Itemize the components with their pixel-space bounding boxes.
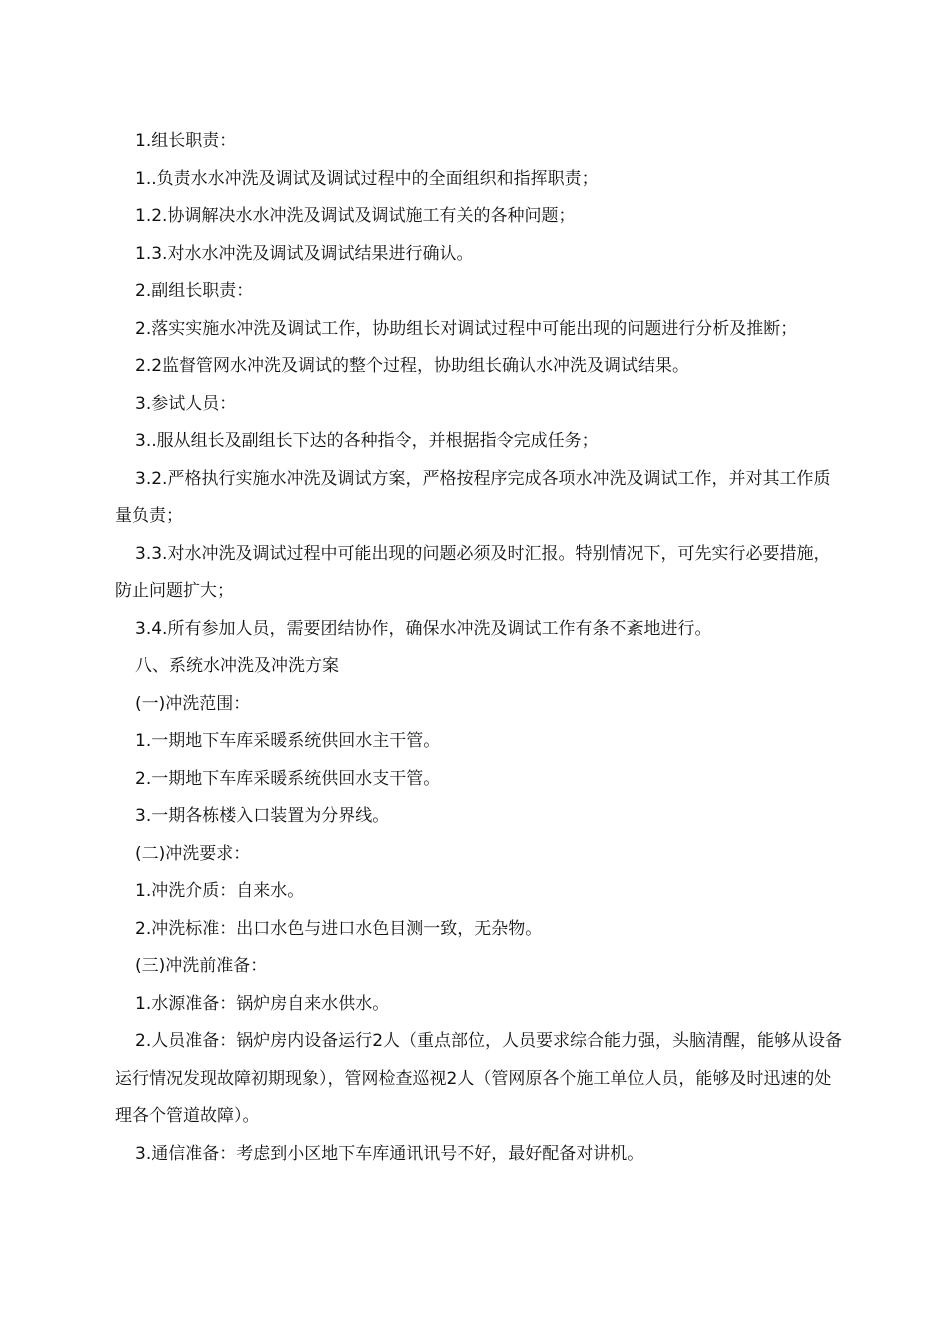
paragraph-leader-duty-2: 1.2.协调解决水水冲洗及调试及调试施工有关的各种问题； <box>135 206 576 226</box>
paragraph-requirement-2: 2.冲洗标准：出口水色与进口水色目测一致，无杂物。 <box>135 918 543 939</box>
paragraph-preparation-2: 2.人员准备：锅炉房内设备运行2人（重点部位，人员要求综合能力强，头脑清醒，能够从设备运行情况发现故障初期现象），管网检查巡视2人（管网原各个施工单位人员，能够及时迅速的处理各个管道故障）。 <box>115 1031 843 1126</box>
paragraph-requirement-1: 1.冲洗介质：自来水。 <box>135 881 305 901</box>
document-body <box>115 123 845 1173</box>
paragraph-leader-duty-1: 1..负责水水冲洗及调试及调试过程中的全面组织和指挥职责； <box>135 168 599 189</box>
paragraph-staff-duty-2: 3.2.严格执行实施水冲洗及调试方案，严格按程序完成各项水冲洗及调试工作，并对其工作质量负责； <box>115 468 831 526</box>
subheading-flushing-scope: (一)冲洗范围： <box>135 693 251 714</box>
paragraph-leader-duty-3: 1.3.对水水冲洗及调试及调试结果进行确认。 <box>135 243 474 264</box>
paragraph-scope-2: 2.一期地下车库采暖系统供回水支干管。 <box>135 768 441 789</box>
paragraph-leader-duties-heading: 1.组长职责： <box>135 131 237 151</box>
paragraph-scope-3: 3.一期各栋楼入口装置为分界线。 <box>135 806 390 826</box>
paragraph-deputy-duties-heading: 2.副组长职责： <box>135 281 254 301</box>
paragraph-staff-duty-3: 3.3.对水冲洗及调试过程中可能出现的问题必须及时汇报。特别情况下，可先实行必要措施，防止问题扩大； <box>115 543 831 601</box>
paragraph-staff-duty-4: 3.4.所有参加人员，需要团结协作，确保水冲洗及调试工作有条不紊地进行。 <box>135 618 712 639</box>
paragraph-deputy-duty-1: 2.落实实施水冲洗及调试工作，协助组长对调试过程中可能出现的问题进行分析及推断； <box>135 318 798 339</box>
section-heading-flushing-plan: 八、系统水冲洗及冲洗方案 <box>135 656 339 676</box>
subheading-flushing-preparation: (三)冲洗前准备： <box>135 956 268 976</box>
paragraph-staff-duty-1: 3..服从组长及副组长下达的各种指令，并根据指令完成任务； <box>135 431 599 451</box>
paragraph-staff-heading: 3.参试人员： <box>135 393 237 414</box>
paragraph-scope-1: 1.一期地下车库采暖系统供回水主干管。 <box>135 731 441 751</box>
paragraph-deputy-duty-2: 2.2监督管网水冲洗及调试的整个过程，协助组长确认水冲洗及调试结果。 <box>135 356 690 376</box>
subheading-flushing-requirements: (二)冲洗要求： <box>135 843 251 864</box>
paragraph-preparation-3: 3.通信准备：考虑到小区地下车库通讯讯号不好，最好配备对讲机。 <box>135 1143 645 1164</box>
paragraph-preparation-1: 1.水源准备：锅炉房自来水供水。 <box>135 993 390 1014</box>
